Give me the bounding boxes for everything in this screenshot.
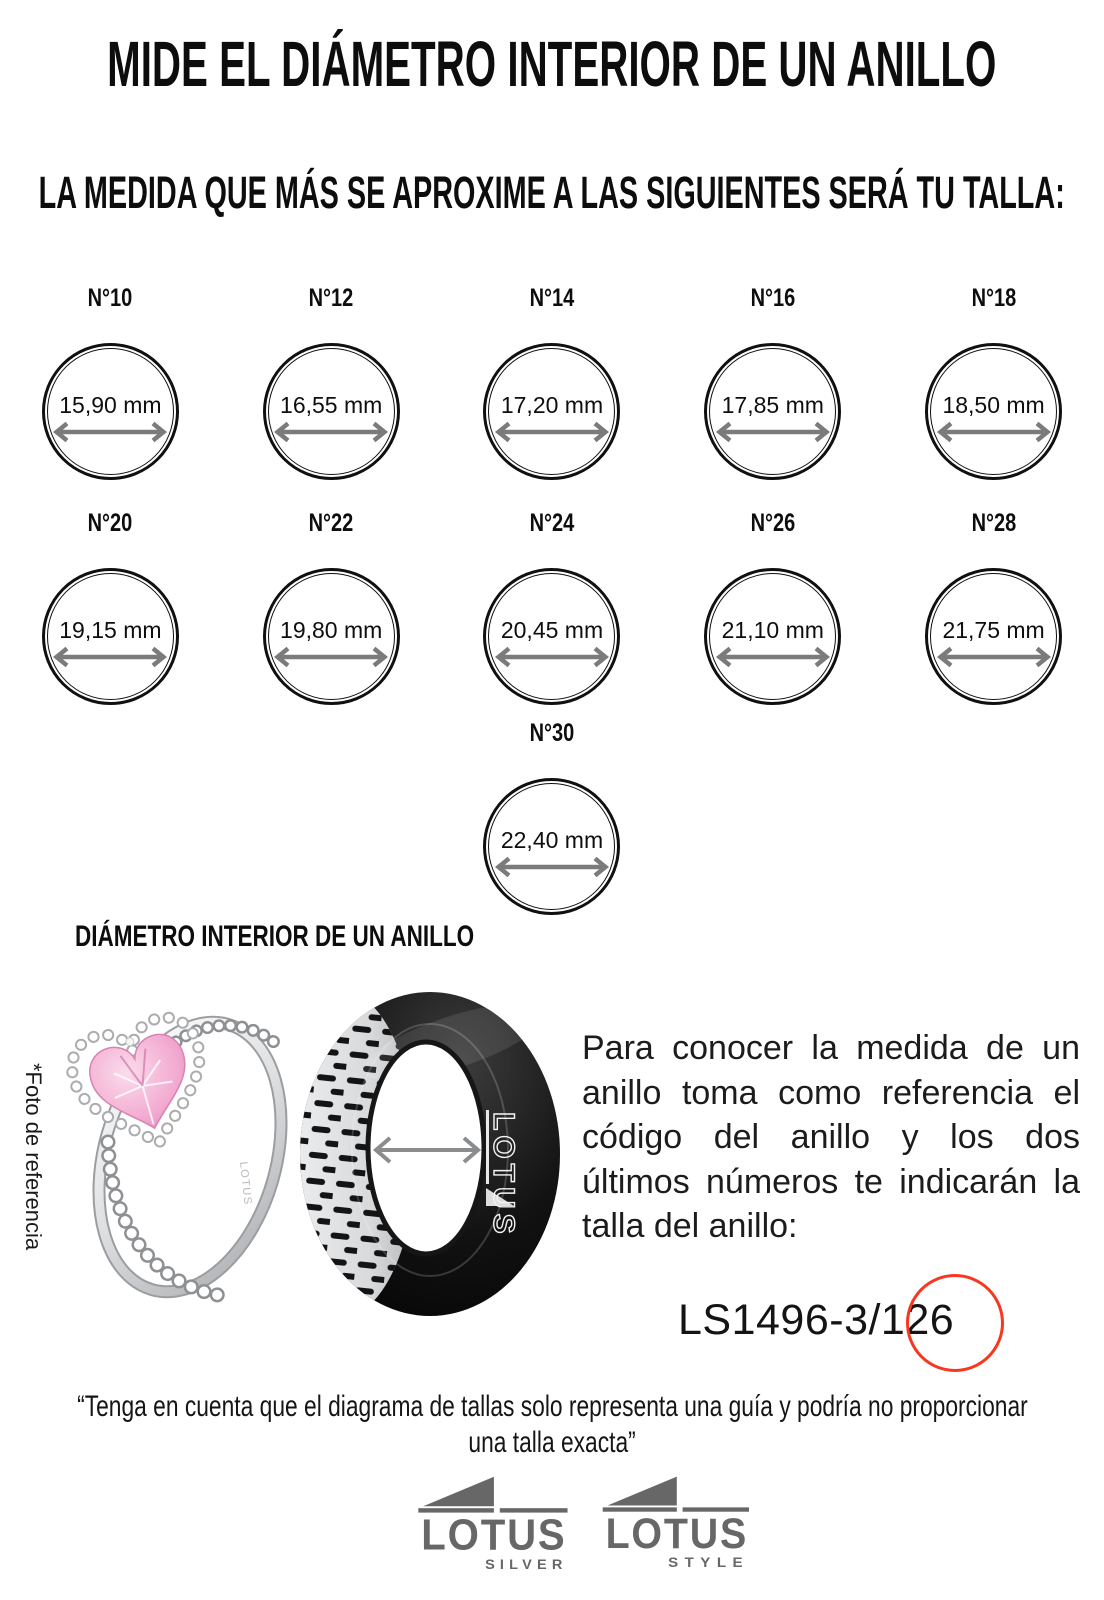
logo-flag-icon (607, 1477, 676, 1506)
size-cell (442, 721, 663, 915)
diameter-arrow-icon (716, 420, 830, 444)
logo-flag-icon (423, 1477, 494, 1506)
size-label (966, 286, 1022, 312)
diameter-arrow-icon (937, 645, 1051, 669)
size-label-text: N°30 (529, 719, 575, 747)
size-label (524, 721, 580, 747)
page-subtitle (0, 167, 1104, 218)
photo-reference-note: *Foto de referencia (21, 1063, 46, 1251)
silver-heart-ring-photo (50, 992, 292, 1322)
logo-name-text: LOTUS (605, 1509, 748, 1557)
diameter-value: 21,10 mm (721, 617, 824, 643)
size-label-text: N°22 (308, 509, 354, 537)
size-cell (0, 511, 221, 705)
black-steel-ring-photo (294, 990, 566, 1322)
size-row-2 (0, 511, 1104, 705)
diameter-value: 20,45 mm (500, 617, 604, 643)
size-label-text: N°18 (971, 284, 1016, 312)
ring-code: LS1496-3/126 (678, 1296, 955, 1344)
size-row-3 (0, 721, 1104, 915)
size-label-text: N°14 (529, 284, 575, 312)
size-circle (704, 568, 841, 705)
size-cell (442, 511, 663, 705)
diameter-value: 16,55 mm (280, 392, 383, 418)
size-label (966, 511, 1022, 537)
size-cell (221, 511, 442, 705)
diameter-arrow-icon (274, 420, 388, 444)
diameter-arrow-icon (53, 420, 167, 444)
size-digits-highlight-circle (906, 1274, 1004, 1372)
diameter-value: 19,15 mm (59, 617, 162, 643)
size-cell (0, 286, 221, 480)
size-row-1 (0, 286, 1104, 480)
lotus-silver-logo (410, 1464, 568, 1572)
size-label (524, 511, 580, 537)
diameter-arrow-icon (716, 645, 830, 669)
diameter-arrow-icon (495, 420, 609, 444)
size-circle (42, 343, 179, 480)
size-circle (704, 343, 841, 480)
diameter-value: 17,85 mm (721, 392, 824, 418)
diameter-value: 15,90 mm (59, 392, 162, 418)
diameter-arrow-icon (53, 645, 167, 669)
inner-brand-text: LOTUS (487, 1112, 520, 1239)
size-circle (263, 343, 400, 480)
size-circle (483, 343, 620, 480)
size-label (745, 511, 801, 537)
size-cell (442, 286, 663, 480)
lotus-style-logo (595, 1464, 749, 1570)
diagram-heading-text: DIÁMETRO INTERIOR DE UN ANILLO (75, 920, 475, 953)
size-cell (883, 511, 1104, 705)
size-cell (662, 511, 883, 705)
size-label (303, 511, 359, 537)
band-engraving-brand: LOTUS (237, 1161, 254, 1207)
disclaimer-line-1 (0, 1390, 1104, 1424)
disclaimer-text-2: una talla exacta” (468, 1426, 636, 1459)
brand-logos (27, 1464, 1104, 1572)
size-label (524, 286, 580, 312)
size-circle (925, 343, 1062, 480)
size-label (745, 286, 801, 312)
size-circle (263, 568, 400, 705)
logo-sub-text: STYLE (667, 1555, 749, 1570)
size-circle (42, 568, 179, 705)
size-cell (221, 286, 442, 480)
page-subtitle-text: LA MEDIDA QUE MÁS SE APROXIME A LAS SIGUIENTES SERÁ TU TALLA: (38, 167, 1066, 218)
size-circle (925, 568, 1062, 705)
size-label-text: N°28 (971, 509, 1016, 537)
heart-gem (64, 1010, 221, 1161)
size-circle (483, 568, 620, 705)
disclaimer-line-2 (0, 1426, 1104, 1460)
size-label-text: N°10 (88, 284, 133, 312)
page-title (0, 28, 1104, 100)
explanation-paragraph: Para conocer la medida de un anillo toma como referencia el código del anillo y los dos últimos números te indicarán la talla del anillo: (582, 1029, 1080, 1245)
size-label-text: N°20 (88, 509, 133, 537)
diameter-value: 18,50 mm (942, 392, 1045, 418)
size-cell (883, 286, 1104, 480)
size-label-text: N°26 (750, 509, 796, 537)
diagram-heading (75, 922, 607, 952)
size-label-text: N°24 (529, 509, 575, 537)
diameter-value: 17,20 mm (500, 392, 604, 418)
diameter-value: 19,80 mm (280, 617, 383, 643)
page-title-text: MIDE EL DIÁMETRO INTERIOR DE UN ANILLO (107, 28, 997, 100)
inner-brand-engraving (486, 1110, 520, 1239)
logo-name-text: LOTUS (420, 1511, 567, 1560)
size-label (303, 286, 359, 312)
size-label (82, 286, 138, 312)
logo-sub-text: SILVER (484, 1557, 568, 1572)
diameter-arrow-icon (274, 645, 388, 669)
size-label (82, 511, 138, 537)
size-cell (662, 286, 883, 480)
diameter-value: 21,75 mm (942, 617, 1045, 643)
size-circle (483, 778, 620, 915)
diameter-arrow-icon (495, 855, 609, 879)
diameter-arrow-icon (937, 420, 1051, 444)
disclaimer-text-1: “Tenga en cuenta que el diagrama de tallas solo representa una guía y podría no proporcionar (76, 1390, 1028, 1423)
size-label-text: N°12 (308, 284, 354, 312)
diameter-arrow-icon (495, 645, 609, 669)
size-label-text: N°16 (750, 284, 796, 312)
diameter-value: 22,40 mm (500, 827, 604, 853)
